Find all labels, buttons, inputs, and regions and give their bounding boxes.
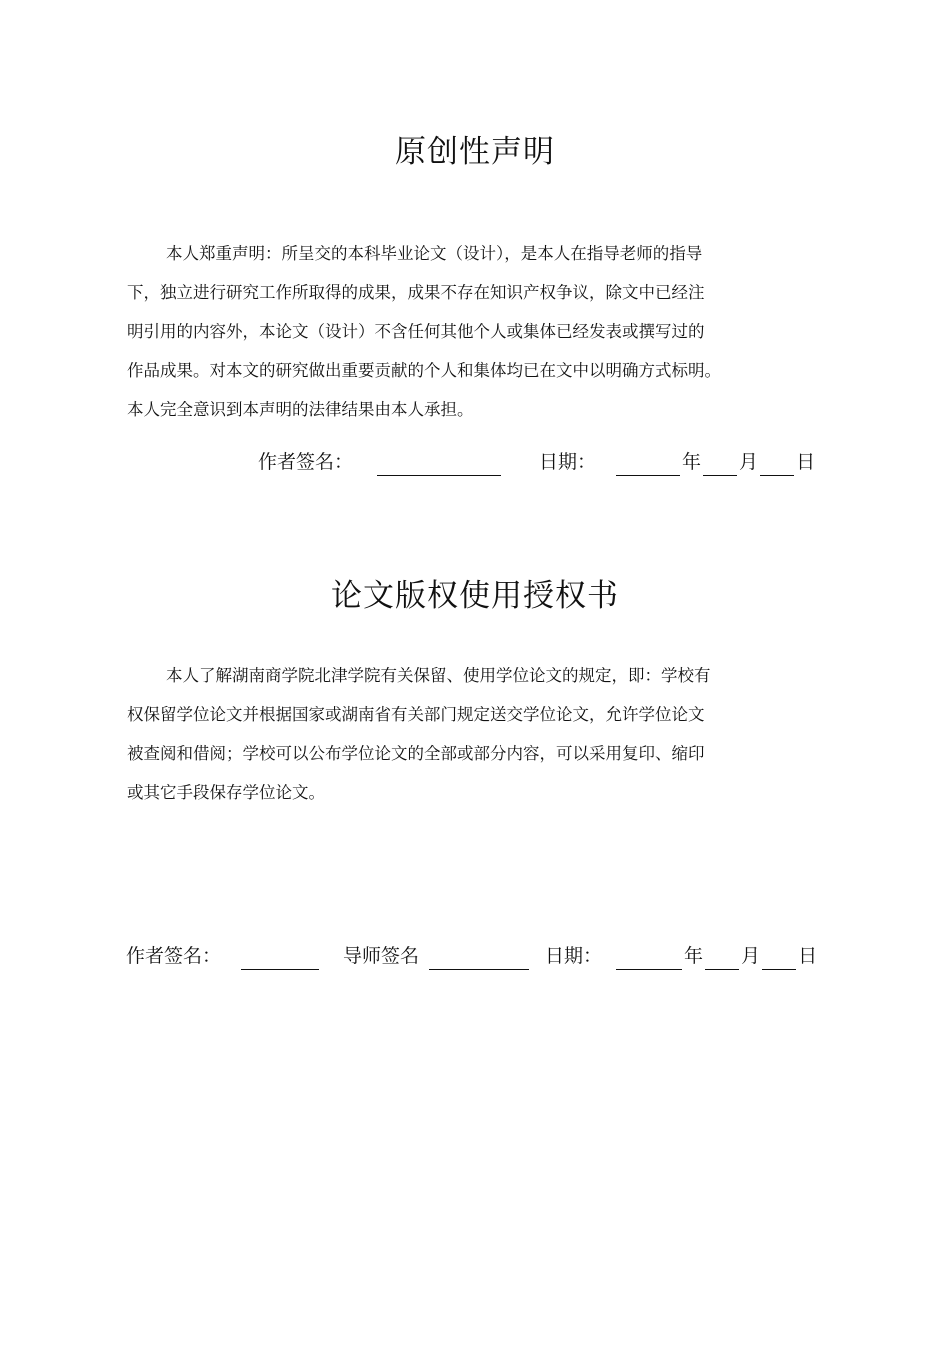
advisor-signature-label: 导师签名 xyxy=(343,945,420,967)
declaration-line: 本人郑重声明：所呈交的本科毕业论文（设计），是本人在指导老师的指导 xyxy=(166,244,703,263)
day-field[interactable] xyxy=(760,453,794,476)
date-label: 日期： xyxy=(539,451,597,473)
declaration-line: 下，独立进行研究工作所取得的成果，成果不存在知识产权争议，除文中已经注 xyxy=(127,283,705,302)
author-signature-label: 作者签名： xyxy=(258,451,354,473)
day-label: 日 xyxy=(796,451,816,473)
year-label: 年 xyxy=(682,451,702,473)
year-label: 年 xyxy=(684,945,704,967)
month-field[interactable] xyxy=(703,453,737,476)
day-field[interactable] xyxy=(762,947,796,970)
authorization-signature-row xyxy=(126,942,817,970)
authorization-line: 权保留学位论文并根据国家或湖南省有关部门规定送交学位论文，允许学位论文 xyxy=(127,705,705,724)
advisor-signature-field[interactable] xyxy=(429,947,529,970)
authorization-paragraph xyxy=(127,656,767,812)
month-field[interactable] xyxy=(705,947,739,970)
author-signature-field[interactable] xyxy=(241,947,319,970)
year-field[interactable] xyxy=(616,947,682,970)
year-field[interactable] xyxy=(616,453,680,476)
declaration-line: 作品成果。对本文的研究做出重要贡献的个人和集体均已在文中以明确方式标明。 xyxy=(127,361,721,380)
day-label: 日 xyxy=(798,945,818,967)
authorization-title: 论文版权使用授权书 xyxy=(331,578,619,614)
month-label: 月 xyxy=(741,945,761,967)
authorization-line: 本人了解湖南商学院北津学院有关保留、使用学位论文的规定，即：学校有 xyxy=(166,666,711,685)
declaration-title: 原创性声明 xyxy=(395,134,555,170)
authorization-line: 被查阅和借阅；学校可以公布学位论文的全部或部分内容，可以采用复印、缩印 xyxy=(127,744,705,763)
author-signature-field[interactable] xyxy=(377,453,501,476)
declaration-signature-row xyxy=(258,448,815,476)
declaration-paragraph xyxy=(127,234,767,429)
declaration-line: 明引用的内容外，本论文（设计）不含任何其他个人或集体已经发表或撰写过的 xyxy=(127,322,705,341)
authorization-line: 或其它手段保存学位论文。 xyxy=(127,783,325,802)
month-label: 月 xyxy=(739,451,759,473)
declaration-line: 本人完全意识到本声明的法律结果由本人承担。 xyxy=(127,400,474,419)
date-label: 日期： xyxy=(545,945,603,967)
author-signature-label: 作者签名： xyxy=(126,945,222,967)
